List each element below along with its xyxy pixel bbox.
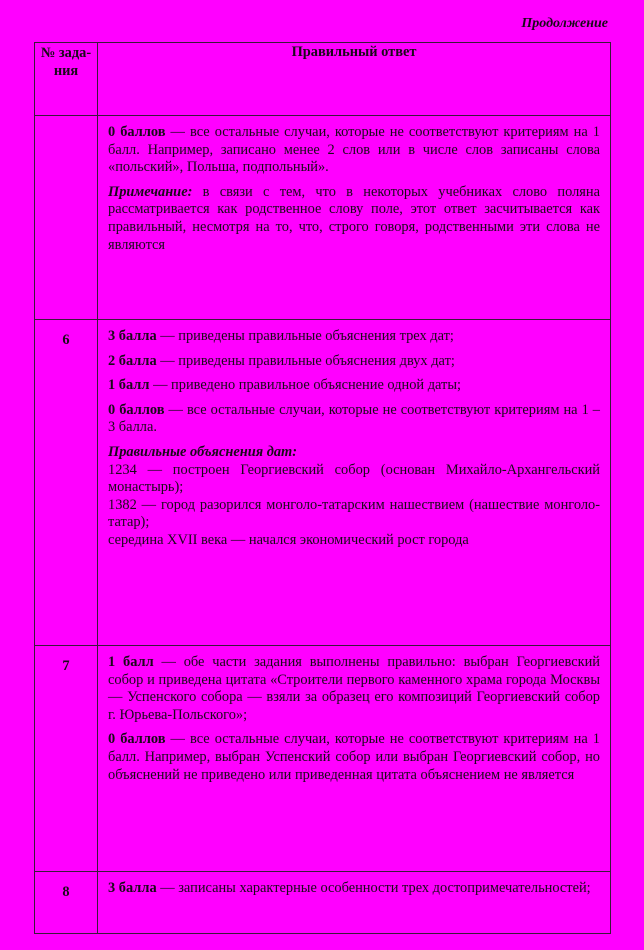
criteria-paragraph: 1 балл — приведено правильное объяснение одной даты; [108, 377, 462, 394]
task-number: 6 [35, 320, 98, 646]
date-explanation: 1382 — город разорился монголо-татарским нашествием (нашествие монголо-татар); [108, 496, 600, 531]
answer-cell [98, 646, 611, 872]
task-number [35, 116, 98, 320]
criteria-paragraph: 0 баллов — все остальные случаи, которые не соответствуют критериям на 1 балл. Например, записано менее 2 слов или в числе слов записаны слова «польский», Польша, подпольный». [108, 124, 600, 176]
table-row [35, 116, 611, 320]
criteria-paragraph: 1 балл — обе части задания выполнены правильно: выбран Георгиевский собор и приведена цитата «Строители первого каменного храма города Москвы — Успенского собора — взяли за образец его композиций Георгиевский собор г. Юрьева-Польского»; [108, 654, 600, 723]
answers-table [34, 42, 611, 934]
answer-cell [98, 116, 611, 320]
continuation-label: Продолжение [521, 16, 608, 31]
task-number: 7 [35, 646, 98, 872]
date-explanation: середина XVII века — начался экономический рост города [108, 531, 469, 548]
table-row [35, 320, 611, 646]
criteria-paragraph: 3 балла — приведены правильные объяснения трех дат; [108, 328, 454, 344]
table-row [35, 646, 611, 872]
date-explanation: 1234 — построен Георгиевский собор (основан Михайло-Архангельский монастырь); [108, 461, 600, 496]
correct-answer-header: Правильный ответ [98, 43, 611, 116]
table-row [35, 872, 611, 934]
criteria-paragraph: 3 балла — записаны характерные особенности трех достопримечательностей; [108, 880, 591, 896]
task-number: 8 [35, 872, 98, 934]
task-number-header: № зада-ния [35, 43, 98, 116]
criteria-paragraph: 2 балла — приведены правильные объяснения двух дат; [108, 352, 455, 369]
table-header-row [35, 43, 611, 116]
dates-block [108, 444, 600, 550]
criteria-paragraph: 0 баллов — все остальные случаи, которые не соответствуют критериям на 1 балл. Например, выбран Успенский собор или выбран Георгиевский собор, но объяснений не приведено или приведенная цитата объяснением не является [108, 731, 600, 783]
dates-title: Правильные объяснения дат: [108, 443, 298, 460]
note-paragraph: Примечание: в связи с тем, что в некоторых учебниках слово поляна рассматривается как родственное слову поле, этот ответ засчитывается как правильный, несмотря на то, что, строго говоря, родственными эти слова не являются [108, 183, 600, 253]
criteria-paragraph: 0 баллов — все остальные случаи, которые не соответствуют критериям на 1 – 3 балла. [108, 401, 600, 436]
answer-cell [98, 872, 611, 934]
answer-cell [98, 320, 611, 646]
